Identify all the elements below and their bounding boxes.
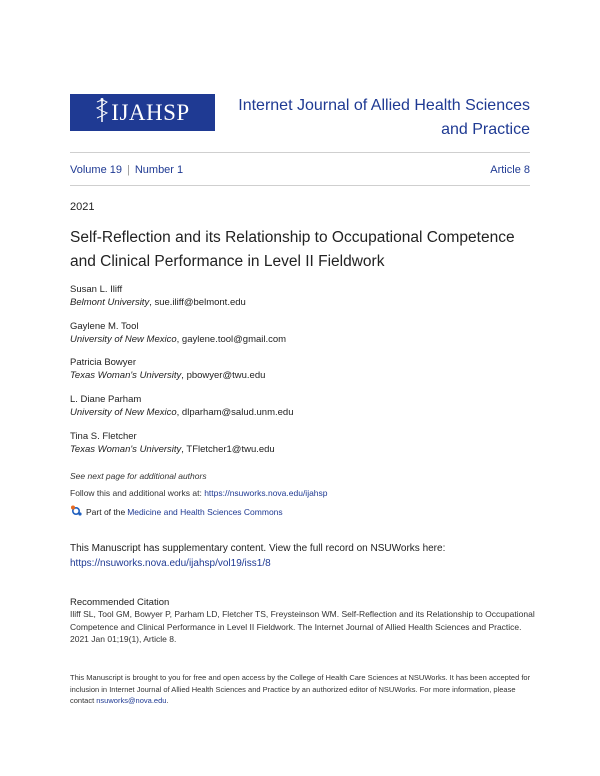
commons-link[interactable]: Medicine and Health Sciences Commons xyxy=(127,507,283,517)
number-link[interactable]: Number 1 xyxy=(134,164,184,176)
article-link[interactable]: Article 8 xyxy=(490,164,530,176)
publication-year: 2021 xyxy=(70,201,95,213)
author-email: sue.iliff@belmont.edu xyxy=(154,297,246,308)
follow-link[interactable]: https://nsuworks.nova.edu/ijahsp xyxy=(204,488,328,498)
journal-logo[interactable] xyxy=(70,94,215,131)
part-of-prefix: Part of the xyxy=(86,507,126,517)
author-block xyxy=(70,283,246,309)
issue-breadcrumb xyxy=(70,164,183,176)
footer-text: This Manuscript is brought to you for free and open access by the College of Health Care Sciences at NSUWorks. It has been accepted for inclusion in Internet Journal of Allied Health Sciences and Practice by an authorized editor of NSUWorks. For more information, please contact xyxy=(70,673,531,705)
author-email: dlparham@salud.unm.edu xyxy=(181,407,294,418)
part-of-line xyxy=(70,505,283,519)
separator: | xyxy=(126,164,130,176)
author-institution: Belmont University xyxy=(70,297,150,308)
author-name: L. Diane Parham xyxy=(70,394,142,405)
supplementary-note xyxy=(70,541,540,571)
author-affiliation: University of New Mexico, dlparham@salud.unm.edu xyxy=(70,407,294,418)
journal-title[interactable]: Internet Journal of Allied Health Sciences and Practice xyxy=(238,97,530,138)
footer-note xyxy=(70,672,540,707)
author-name: Gaylene M. Tool xyxy=(70,321,139,332)
author-name: Tina S. Fletcher xyxy=(70,431,137,442)
author-affiliation: Texas Woman's University, TFletcher1@twu.edu xyxy=(70,444,275,455)
author-name: Susan L. Iliff xyxy=(70,284,123,295)
supplementary-text: This Manuscript has supplementary content. View the full record on NSUWorks here: xyxy=(70,543,446,554)
citation-text: Iliff SL, Tool GM, Bowyer P, Parham LD, Fletcher TS, Freysteinson WM. Self-Reflection and its Relationship to Occupational Competence and Clinical Performance in Level II Fieldwork. The Internet Journal of Allied Health Sciences and Practice. 2021 Jan 01;19(1), Article 8. xyxy=(70,609,535,644)
caduceus-icon xyxy=(95,97,109,129)
see-next-text: See next page for additional authors xyxy=(70,471,207,481)
author-institution: Texas Woman's University xyxy=(70,370,182,381)
issue-divider xyxy=(70,185,530,186)
header-divider xyxy=(70,152,530,153)
author-institution: University of New Mexico xyxy=(70,407,177,418)
author-email: TFletcher1@twu.edu xyxy=(186,444,275,455)
author-institution: University of New Mexico xyxy=(70,334,177,345)
contact-email-link[interactable]: nsuworks@nova.edu xyxy=(96,696,167,705)
author-email: gaylene.tool@gmail.com xyxy=(181,334,287,345)
author-block xyxy=(70,430,275,456)
author-block xyxy=(70,320,286,346)
volume-link[interactable]: Volume 19 xyxy=(70,164,122,176)
author-institution: Texas Woman's University xyxy=(70,444,182,455)
follow-prefix: Follow this and additional works at: xyxy=(70,488,205,498)
footer-end: . xyxy=(166,696,169,705)
citation-heading: Recommended Citation xyxy=(70,597,170,608)
author-affiliation: Belmont University, sue.iliff@belmont.edu xyxy=(70,297,246,308)
author-name: Patricia Bowyer xyxy=(70,357,136,368)
author-affiliation: University of New Mexico, gaylene.tool@gmail.com xyxy=(70,334,287,345)
follow-line xyxy=(70,488,328,498)
author-block xyxy=(70,356,265,382)
paper-title: Self-Reflection and its Relationship to Occupational Competence and Clinical Performance in Level II Fieldwork xyxy=(70,229,515,270)
see-next-note xyxy=(70,471,207,481)
author-block xyxy=(70,393,294,419)
supplementary-link[interactable]: https://nsuworks.nova.edu/ijahsp/vol19/iss1/8 xyxy=(70,558,271,569)
logo-text: IJAHSP xyxy=(111,99,190,125)
author-email: pbowyer@twu.edu xyxy=(186,370,266,381)
author-affiliation: Texas Woman's University, pbowyer@twu.edu xyxy=(70,370,266,381)
network-commons-icon xyxy=(70,505,83,519)
